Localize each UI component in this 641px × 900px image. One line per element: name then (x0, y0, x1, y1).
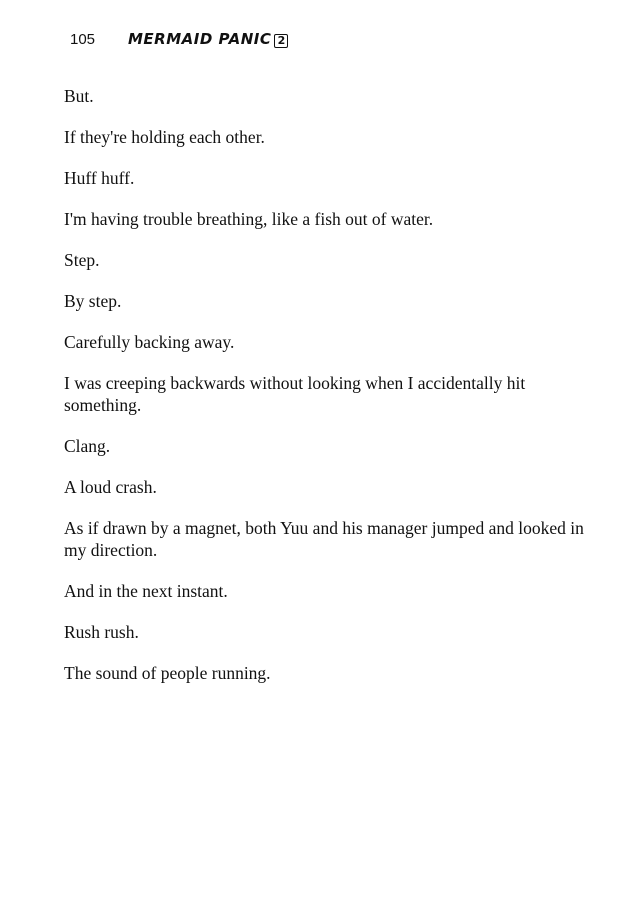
paragraph: And in the next instant. (64, 581, 228, 601)
paragraph: Step. (64, 250, 100, 270)
book-title: MERMAID PANIC (128, 30, 272, 48)
paragraph: Carefully backing away. (64, 332, 235, 352)
paragraph: A loud crash. (64, 477, 157, 497)
paragraph: If they're holding each other. (64, 127, 265, 147)
paragraph: Huff huff. (64, 168, 135, 188)
paragraph: Rush rush. (64, 622, 139, 642)
paragraph: I'm having trouble breathing, like a fish out of water. (64, 209, 434, 229)
paragraph: I was creeping backwards without looking when I accidentally hit something. (64, 373, 526, 415)
paragraph: By step. (64, 291, 122, 311)
page-header (70, 30, 288, 54)
page-number: 105 (70, 31, 96, 48)
volume-badge: 2 (274, 34, 288, 48)
paragraph: As if drawn by a magnet, both Yuu and his manager jumped and looked in my direction. (64, 518, 584, 560)
paragraph: But. (64, 86, 94, 106)
page-body (64, 85, 584, 703)
paragraph: Clang. (64, 436, 111, 456)
paragraph: The sound of people running. (64, 663, 271, 683)
